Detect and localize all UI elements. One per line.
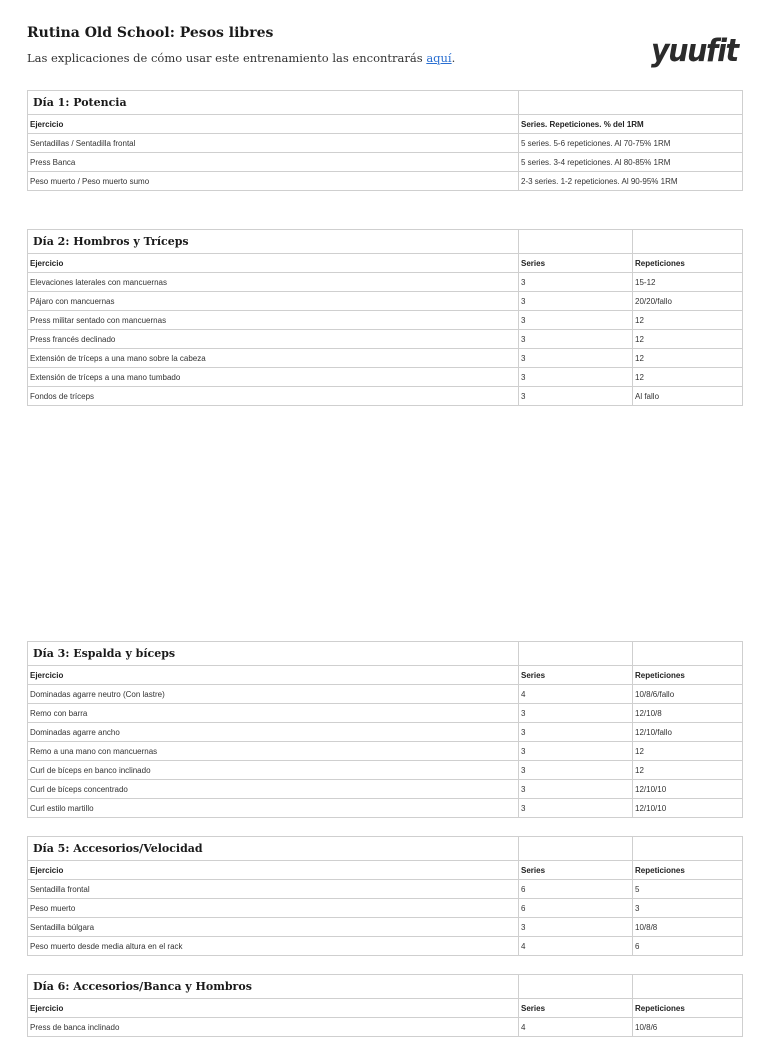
series-cell: 3 xyxy=(519,780,633,799)
day-5-title: Día 5: Accesorios/Velocidad xyxy=(28,837,519,861)
reps-cell: 20/20/fallo xyxy=(633,292,743,311)
exercise-cell: Curl de bíceps concentrado xyxy=(28,780,519,799)
header-reps: Repeticiones xyxy=(633,999,743,1018)
reps-cell: 12 xyxy=(633,761,743,780)
exercise-cell: Extensión de tríceps a una mano sobre la cabeza xyxy=(28,349,519,368)
day-6-table xyxy=(27,974,743,1037)
reps-cell: 6 xyxy=(633,937,743,956)
reps-cell: 10/8/6/fallo xyxy=(633,685,743,704)
series-cell: 3 xyxy=(519,349,633,368)
table-row xyxy=(28,685,743,704)
exercise-cell: Press militar sentado con mancuernas xyxy=(28,311,519,330)
series-cell: 3 xyxy=(519,292,633,311)
exercise-cell: Sentadilla frontal xyxy=(28,880,519,899)
series-cell: 3 xyxy=(519,311,633,330)
day-3-table xyxy=(27,641,743,818)
prescription-cell: 5 series. 3-4 repeticiones. Al 80-85% 1RM xyxy=(519,153,743,172)
exercise-cell: Curl de bíceps en banco inclinado xyxy=(28,761,519,780)
table-row xyxy=(28,899,743,918)
day-5-table xyxy=(27,836,743,956)
reps-cell: 10/8/6 xyxy=(633,1018,743,1037)
reps-cell: 5 xyxy=(633,880,743,899)
exercise-cell: Remo con barra xyxy=(28,704,519,723)
header-series: Series xyxy=(519,999,633,1018)
reps-cell: 10/8/8 xyxy=(633,918,743,937)
exercise-cell: Peso muerto / Peso muerto sumo xyxy=(28,172,519,191)
table-row xyxy=(28,311,743,330)
table-row xyxy=(28,761,743,780)
series-cell: 3 xyxy=(519,918,633,937)
intro-text: Las explicaciones de cómo usar este entrenamiento las encontrarás xyxy=(27,51,427,65)
table-row xyxy=(28,273,743,292)
series-cell: 3 xyxy=(519,723,633,742)
series-cell: 3 xyxy=(519,799,633,818)
day-2-table xyxy=(27,229,743,406)
table-header-row xyxy=(28,254,743,273)
header-exercise: Ejercicio xyxy=(28,254,519,273)
table-title-row xyxy=(28,91,743,115)
header-reps: Repeticiones xyxy=(633,666,743,685)
table-row xyxy=(28,153,743,172)
prescription-cell: 5 series. 5-6 repeticiones. Al 70-75% 1RM xyxy=(519,134,743,153)
reps-cell: 12 xyxy=(633,349,743,368)
series-cell: 3 xyxy=(519,368,633,387)
series-cell: 3 xyxy=(519,273,633,292)
table-header-row xyxy=(28,666,743,685)
table-row xyxy=(28,723,743,742)
yuufit-logo: yuufit xyxy=(651,33,738,69)
table-row xyxy=(28,134,743,153)
day-3-title: Día 3: Espalda y bíceps xyxy=(28,642,519,666)
reps-cell: Al fallo xyxy=(633,387,743,406)
exercise-cell: Press francés declinado xyxy=(28,330,519,349)
exercise-cell: Curl estilo martillo xyxy=(28,799,519,818)
reps-cell: 12 xyxy=(633,742,743,761)
series-cell: 3 xyxy=(519,761,633,780)
series-cell: 3 xyxy=(519,387,633,406)
table-row xyxy=(28,330,743,349)
page-title: Rutina Old School: Pesos libres xyxy=(27,25,274,41)
exercise-cell: Sentadillas / Sentadilla frontal xyxy=(28,134,519,153)
reps-cell: 12/10/fallo xyxy=(633,723,743,742)
day-1-table xyxy=(27,90,743,191)
header-exercise: Ejercicio xyxy=(28,666,519,685)
header-series: Series xyxy=(519,861,633,880)
reps-cell: 12/10/8 xyxy=(633,704,743,723)
header-exercise: Ejercicio xyxy=(28,999,519,1018)
exercise-cell: Dominadas agarre neutro (Con lastre) xyxy=(28,685,519,704)
series-cell: 3 xyxy=(519,742,633,761)
table-row xyxy=(28,172,743,191)
table-header-row xyxy=(28,999,743,1018)
header-series-reps-rm: Series. Repeticiones. % del 1RM xyxy=(519,115,743,134)
table-header-row xyxy=(28,115,743,134)
table-row xyxy=(28,349,743,368)
header-reps: Repeticiones xyxy=(633,254,743,273)
table-row xyxy=(28,742,743,761)
series-cell: 3 xyxy=(519,330,633,349)
table-title-row xyxy=(28,837,743,861)
table-title-row xyxy=(28,230,743,254)
series-cell: 4 xyxy=(519,937,633,956)
exercise-cell: Pájaro con mancuernas xyxy=(28,292,519,311)
exercise-cell: Press Banca xyxy=(28,153,519,172)
table-title-row xyxy=(28,642,743,666)
series-cell: 4 xyxy=(519,1018,633,1037)
header-series: Series xyxy=(519,666,633,685)
table-row xyxy=(28,799,743,818)
table-row xyxy=(28,1018,743,1037)
table-row xyxy=(28,918,743,937)
exercise-cell: Remo a una mano con mancuernas xyxy=(28,742,519,761)
header-reps: Repeticiones xyxy=(633,861,743,880)
series-cell: 6 xyxy=(519,899,633,918)
series-cell: 3 xyxy=(519,704,633,723)
table-header-row xyxy=(28,861,743,880)
exercise-cell: Peso muerto desde media altura en el rack xyxy=(28,937,519,956)
exercise-cell: Fondos de tríceps xyxy=(28,387,519,406)
reps-cell: 12 xyxy=(633,330,743,349)
reps-cell: 3 xyxy=(633,899,743,918)
series-cell: 4 xyxy=(519,685,633,704)
explanations-link[interactable]: aquí xyxy=(426,51,452,65)
table-row xyxy=(28,368,743,387)
day-6-title: Día 6: Accesorios/Banca y Hombros xyxy=(28,975,519,999)
exercise-cell: Peso muerto xyxy=(28,899,519,918)
table-row xyxy=(28,704,743,723)
reps-cell: 15-12 xyxy=(633,273,743,292)
prescription-cell: 2-3 series. 1-2 repeticiones. Al 90-95% 1RM xyxy=(519,172,743,191)
intro-paragraph xyxy=(27,51,455,65)
series-cell: 6 xyxy=(519,880,633,899)
exercise-cell: Sentadilla búlgara xyxy=(28,918,519,937)
exercise-cell: Press de banca inclinado xyxy=(28,1018,519,1037)
intro-end: . xyxy=(451,51,456,65)
reps-cell: 12 xyxy=(633,311,743,330)
exercise-cell: Dominadas agarre ancho xyxy=(28,723,519,742)
table-row xyxy=(28,937,743,956)
header-exercise: Ejercicio xyxy=(28,861,519,880)
table-row xyxy=(28,387,743,406)
day-2-title: Día 2: Hombros y Tríceps xyxy=(28,230,519,254)
table-row xyxy=(28,780,743,799)
reps-cell: 12/10/10 xyxy=(633,799,743,818)
exercise-cell: Extensión de tríceps a una mano tumbado xyxy=(28,368,519,387)
header-series: Series xyxy=(519,254,633,273)
exercise-cell: Elevaciones laterales con mancuernas xyxy=(28,273,519,292)
table-row xyxy=(28,880,743,899)
reps-cell: 12/10/10 xyxy=(633,780,743,799)
day-1-title: Día 1: Potencia xyxy=(28,91,519,115)
table-row xyxy=(28,292,743,311)
header-exercise: Ejercicio xyxy=(28,115,519,134)
table-title-row xyxy=(28,975,743,999)
reps-cell: 12 xyxy=(633,368,743,387)
